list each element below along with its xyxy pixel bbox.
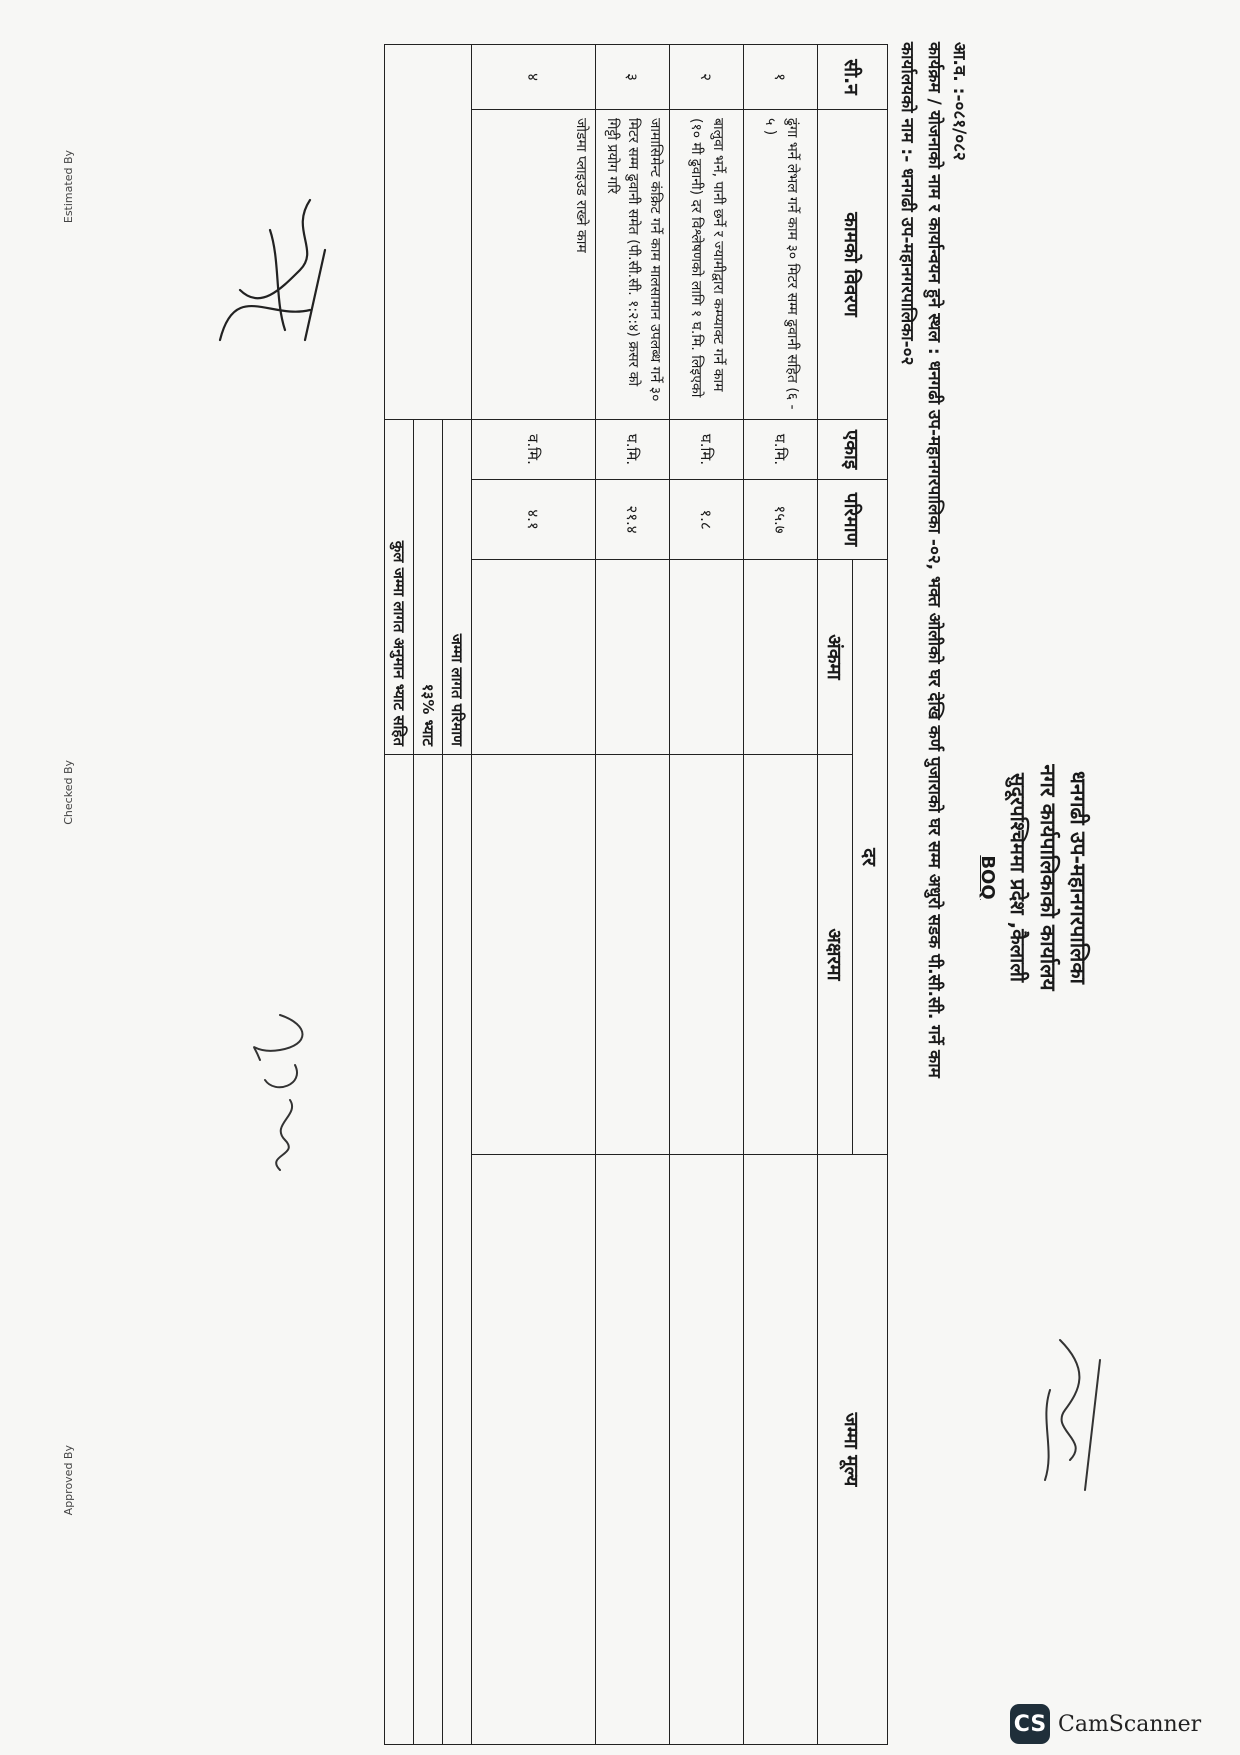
row-rate-words bbox=[471, 755, 595, 1155]
table-row bbox=[670, 45, 744, 1745]
subtotal-label: जम्मा लागत परिमाण bbox=[442, 420, 471, 755]
row-unit: घ.मि. bbox=[670, 420, 744, 480]
row-quantity: १.८ bbox=[670, 480, 744, 560]
office-label: कार्यालयको नाम :- धनगढी उप-महानगरपालिका-०२ bbox=[897, 42, 917, 366]
program-name: कार्यक्रम / योजनाको नाम र कार्यान्वयन हुने स्थल : धनगढी उप-महानगरपालिका -०२, भक्त ओलीको घर देखि कर्ण पुजाराको घर सम्म अधुरो सडक पी.सी.सी. गर्ने काम bbox=[924, 42, 944, 1078]
row-description: जामासिमेन्ट कंक्रिट गर्ने काम मालसामान उपलब्ध गर्ने ३० मिटर सम्म ढुवानी समेत (पी.सी.सी. १:२:४) क्रसर को गिट्टी प्रयोग गरि bbox=[595, 110, 669, 420]
camscanner-watermark bbox=[1010, 1704, 1201, 1744]
row-rate-figures bbox=[595, 560, 669, 755]
row-total bbox=[744, 1155, 818, 1745]
approver-signature bbox=[1030, 1330, 1110, 1500]
row-description: बालुवा भर्ने, पानी छर्ने र ज्यामीद्वारा कम्प्याक्ट गर्ने काम (१० मी ढुवानी) दर विश्लेषणको लागि १ घ.मि. लिइएको bbox=[670, 110, 744, 420]
checked-by-label: Checked By bbox=[62, 760, 75, 825]
grand-total-label: कुल जम्मा लागत अनुमान भ्याट सहित bbox=[384, 420, 413, 755]
header-sn: सी.न bbox=[818, 45, 888, 110]
row-rate-figures bbox=[744, 560, 818, 755]
document-title: BOQ bbox=[977, 855, 998, 900]
header-total: जम्मा मूल्य bbox=[818, 1155, 888, 1745]
row-sn: १ bbox=[744, 45, 818, 110]
row-description: ढुंगा भर्ने लेभल गर्ने काम ३० मिटर सम्म ढुवानी सहित (६ - ५ ) bbox=[744, 110, 818, 420]
table-row bbox=[471, 45, 595, 1745]
vat-label: १३% भ्याट bbox=[413, 420, 442, 755]
row-unit: व.मि. bbox=[471, 420, 595, 480]
subtotal-value bbox=[442, 755, 471, 1745]
table-row bbox=[744, 45, 818, 1745]
camscanner-text: CamScanner bbox=[1058, 1711, 1202, 1737]
row-quantity: ४.१ bbox=[471, 480, 595, 560]
row-total bbox=[471, 1155, 595, 1745]
checker-signature bbox=[240, 1005, 320, 1175]
grand-total-value bbox=[384, 755, 413, 1745]
row-unit: घ.मि. bbox=[744, 420, 818, 480]
grand-total-row bbox=[384, 45, 413, 1745]
table-row bbox=[595, 45, 669, 1745]
header-description: कामको विवरण bbox=[818, 110, 888, 420]
row-unit: घ.मि. bbox=[595, 420, 669, 480]
row-total bbox=[595, 1155, 669, 1745]
camscanner-logo-icon: CS bbox=[1010, 1704, 1050, 1744]
header-in-words: अक्षरमा bbox=[818, 755, 853, 1155]
approved-by-label: Approved By bbox=[62, 1445, 75, 1516]
row-sn: ४ bbox=[471, 45, 595, 110]
municipality-name: धनगढी उप-महानगरपालिका bbox=[1066, 771, 1090, 984]
row-rate-words bbox=[670, 755, 744, 1155]
estimator-signature bbox=[210, 190, 330, 370]
fiscal-year: आ.व. :-०८१/०८२ bbox=[949, 42, 969, 161]
province-district: सुदूरपश्चिममा प्रदेश ,कैलाली bbox=[1006, 772, 1030, 983]
header-unit: एकाइ bbox=[818, 420, 888, 480]
row-sn: २ bbox=[670, 45, 744, 110]
row-sn: ३ bbox=[595, 45, 669, 110]
row-total bbox=[670, 1155, 744, 1745]
header-in-figures: अंकमा bbox=[818, 560, 853, 755]
row-rate-words bbox=[595, 755, 669, 1155]
row-rate-figures bbox=[670, 560, 744, 755]
row-quantity: १५.७ bbox=[744, 480, 818, 560]
row-quantity: २१.४ bbox=[595, 480, 669, 560]
header-rate: दर bbox=[853, 560, 888, 1155]
boq-table bbox=[384, 44, 888, 1745]
row-description: जोडमा प्लाइउड राख्ने काम bbox=[471, 110, 595, 420]
header-quantity: परिमाण bbox=[818, 480, 888, 560]
row-rate-words bbox=[744, 755, 818, 1155]
office-name: नगर कार्यपालिकाको कार्यालय bbox=[1036, 764, 1060, 991]
estimated-by-label: Estimated By bbox=[62, 150, 75, 224]
subtotal-row bbox=[442, 45, 471, 1745]
row-rate-figures bbox=[471, 560, 595, 755]
vat-row bbox=[413, 45, 442, 1745]
vat-value bbox=[413, 755, 442, 1745]
